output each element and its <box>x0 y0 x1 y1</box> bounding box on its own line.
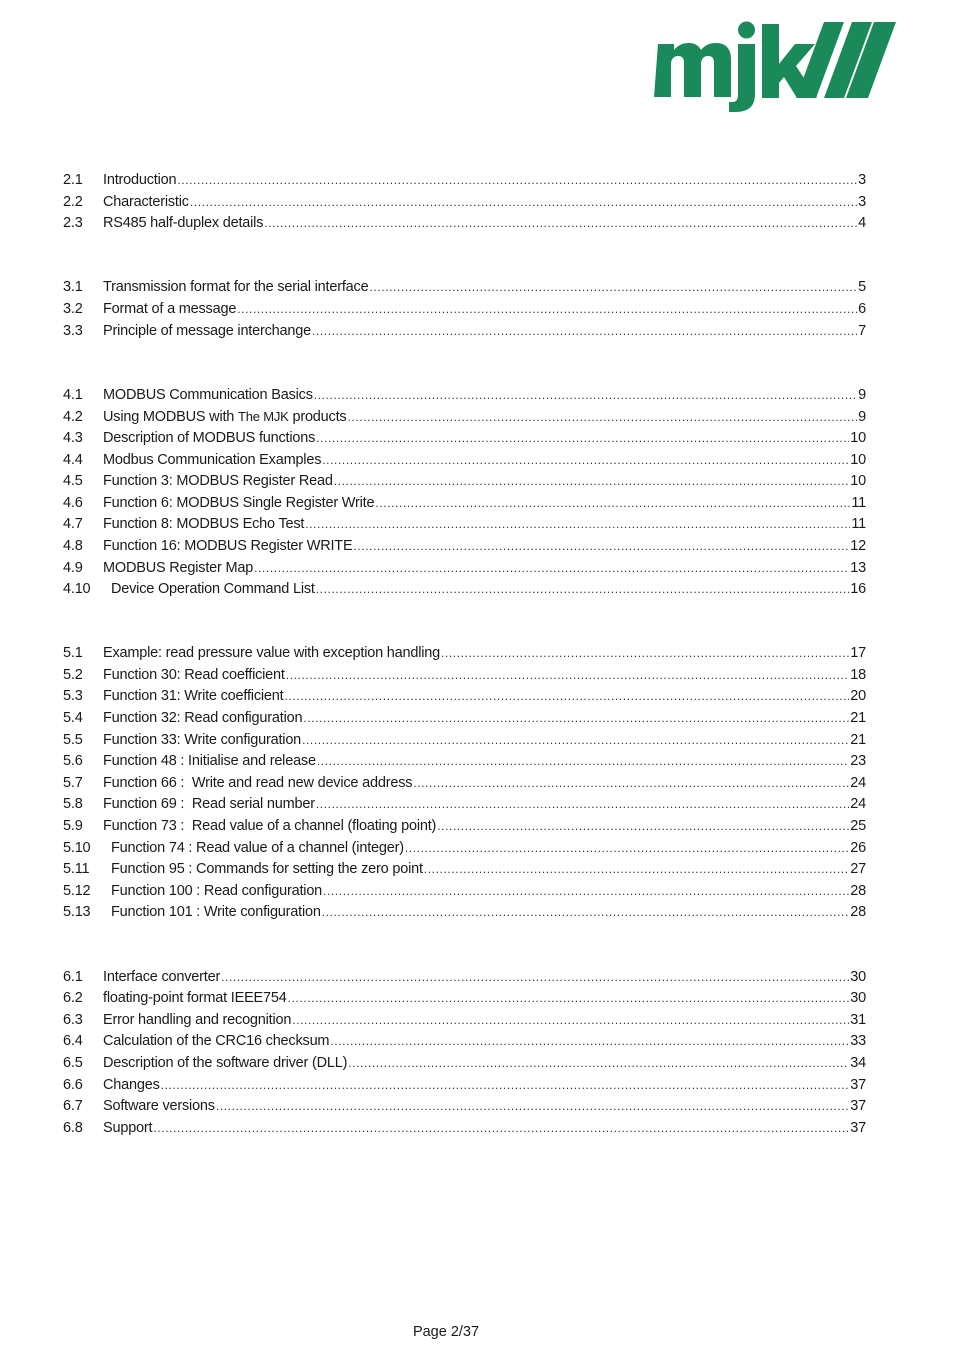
toc-entry-title: MODBUS Communication Basics <box>103 386 313 403</box>
toc-entry-page: 10 <box>850 429 866 446</box>
toc-entry-number: 5.10 <box>63 839 91 856</box>
toc-entry-number: 4.1 <box>63 386 83 403</box>
toc-entry-page: 9 <box>858 386 866 403</box>
toc-entry-page: 37 <box>850 1119 866 1136</box>
toc-entry-title: Function 74 : Read value of a channel (integer) <box>111 839 404 856</box>
toc-entry[interactable] <box>63 299 866 321</box>
toc-entry[interactable] <box>63 730 866 752</box>
toc-entry-page: 28 <box>850 904 866 921</box>
toc-dot-leader <box>286 665 850 687</box>
toc-entry[interactable] <box>63 967 866 989</box>
toc-entry-title: Function 16: MODBUS Register WRITE <box>103 537 353 554</box>
toc-dot-leader <box>161 1075 850 1097</box>
toc-dot-leader <box>405 838 849 860</box>
toc-entry-number: 5.5 <box>63 731 83 748</box>
toc-entry-title-part: products <box>288 409 347 426</box>
toc-entry[interactable] <box>63 579 866 601</box>
toc-entry-number: 4.6 <box>63 494 83 511</box>
toc-entry[interactable] <box>63 321 866 343</box>
toc-entry[interactable] <box>63 1075 866 1097</box>
toc-entry-title: Error handling and recognition <box>103 1011 292 1028</box>
toc-entry[interactable] <box>63 428 866 450</box>
page-number: Page 2/37 <box>412 1324 480 1340</box>
toc-entry[interactable] <box>63 902 866 924</box>
toc-entry[interactable] <box>63 708 866 730</box>
toc-entry-page: 6 <box>858 300 866 317</box>
toc-entry-page: 17 <box>850 645 866 662</box>
toc-entry-page: 21 <box>850 710 866 727</box>
toc-entry-title: Function 31: Write coefficient <box>103 688 284 705</box>
toc-entry-number: 6.6 <box>63 1076 83 1093</box>
toc-entry-number: 3.2 <box>63 300 83 317</box>
toc-entry-title: Description of the software driver (DLL) <box>103 1054 348 1071</box>
toc-dot-leader <box>237 299 857 321</box>
toc-entry[interactable] <box>63 406 866 428</box>
toc-entry-title: Device Operation Command List <box>111 581 315 598</box>
toc-entry-title: MODBUS Register Map <box>103 559 254 576</box>
toc-entry-number: 3.1 <box>63 279 83 296</box>
toc-entry-title: Interface converter <box>103 968 221 985</box>
toc-entry-page: 16 <box>850 581 866 598</box>
toc-entry-number: 6.3 <box>63 1011 83 1028</box>
toc-entry-page: 37 <box>850 1098 866 1115</box>
toc-entry-number: 4.10 <box>63 581 91 598</box>
toc-entry-page: 10 <box>850 451 866 468</box>
table-of-contents <box>63 170 866 1139</box>
toc-dot-leader <box>288 988 850 1010</box>
toc-dot-leader <box>424 859 849 881</box>
toc-entry-page: 25 <box>850 818 866 835</box>
toc-entry-title: Changes <box>103 1076 160 1093</box>
toc-dot-leader <box>348 1053 849 1075</box>
toc-entry[interactable] <box>63 665 866 687</box>
toc-entry-page: 27 <box>850 861 866 878</box>
toc-entry-title: Modbus Communication Examples <box>103 451 322 468</box>
toc-dot-leader <box>323 881 849 903</box>
toc-dot-leader <box>322 450 849 472</box>
toc-entry-title: Transmission format for the serial interface <box>103 279 369 296</box>
toc-dot-leader <box>312 321 857 343</box>
toc-entry-title: floating-point format IEEE754 <box>103 990 287 1007</box>
toc-entry-number: 4.4 <box>63 451 83 468</box>
toc-dot-leader <box>441 643 849 665</box>
toc-dot-leader <box>292 1010 849 1032</box>
toc-entry-page: 10 <box>850 473 866 490</box>
toc-entry[interactable] <box>63 1118 866 1140</box>
toc-entry-title: Function 33: Write configuration <box>103 731 302 748</box>
toc-entry-number: 5.2 <box>63 666 83 683</box>
toc-entry-title: Calculation of the CRC16 checksum <box>103 1033 330 1050</box>
toc-entry-number: 4.5 <box>63 473 83 490</box>
toc-entry-page: 24 <box>850 796 866 813</box>
toc-entry-title: Function 8: MODBUS Echo Test <box>103 516 305 533</box>
toc-entry[interactable] <box>63 471 866 493</box>
toc-entry-page: 11 <box>851 516 866 533</box>
toc-dot-leader <box>284 686 849 708</box>
toc-entry[interactable] <box>63 1031 866 1053</box>
toc-entry[interactable] <box>63 450 866 472</box>
toc-entry-number: 5.9 <box>63 818 83 835</box>
toc-entry[interactable] <box>63 773 866 795</box>
toc-entry-title: Function 3: MODBUS Register Read <box>103 473 333 490</box>
toc-entry-number: 4.3 <box>63 429 83 446</box>
toc-entry-number: 6.2 <box>63 990 83 1007</box>
toc-entry[interactable] <box>63 170 866 192</box>
toc-entry[interactable] <box>63 192 866 214</box>
toc-entry-title: Function 101 : Write configuration <box>111 904 321 921</box>
toc-entry[interactable] <box>63 643 866 665</box>
toc-entry-title-part: Using MODBUS with <box>103 409 238 426</box>
toc-dot-leader <box>302 730 849 752</box>
toc-entry[interactable] <box>63 277 866 299</box>
toc-entry-page: 13 <box>850 559 866 576</box>
toc-entry-title: Description of MODBUS functions <box>103 429 316 446</box>
toc-entry-title: Introduction <box>103 172 177 188</box>
toc-entry-page: 23 <box>850 753 866 770</box>
toc-section <box>63 643 866 924</box>
toc-dot-leader <box>254 558 849 580</box>
toc-entry-number: 6.5 <box>63 1054 83 1071</box>
toc-entry-title: Software versions <box>103 1098 215 1115</box>
toc-dot-leader <box>303 708 849 730</box>
toc-dot-leader <box>353 536 849 558</box>
toc-entry-title: Example: read pressure value with exception handling <box>103 645 440 662</box>
toc-dot-leader <box>264 213 857 235</box>
toc-entry[interactable] <box>63 493 866 515</box>
toc-entry-number: 4.2 <box>63 409 83 426</box>
toc-entry-page: 33 <box>850 1033 866 1050</box>
toc-entry[interactable] <box>63 1096 866 1118</box>
toc-entry-title: Function 73 : Read value of a channel (floating point) <box>103 818 437 835</box>
toc-section <box>63 277 866 342</box>
toc-entry-number: 2.3 <box>63 215 83 232</box>
toc-entry-title: Format of a message <box>103 300 237 317</box>
toc-entry-title: Function 30: Read coefficient <box>103 666 285 683</box>
toc-dot-leader <box>413 773 849 795</box>
toc-section <box>63 170 866 235</box>
toc-entry-number: 5.4 <box>63 710 83 727</box>
toc-entry-number: 6.8 <box>63 1119 83 1136</box>
toc-entry-page: 28 <box>850 882 866 899</box>
toc-entry-number: 5.13 <box>63 904 91 921</box>
toc-entry[interactable] <box>63 213 866 235</box>
toc-dot-leader <box>317 751 849 773</box>
toc-entry-page: 11 <box>851 494 866 511</box>
toc-entry-page: 21 <box>850 731 866 748</box>
toc-dot-leader <box>347 407 857 429</box>
toc-entry-page: 26 <box>850 839 866 856</box>
toc-entry-title: RS485 half-duplex details <box>103 215 264 232</box>
toc-entry-page: 3 <box>858 193 866 210</box>
toc-entry[interactable] <box>63 385 866 407</box>
mjk-logo <box>654 20 898 114</box>
toc-entry-page: 5 <box>858 279 866 296</box>
toc-entry-title: Function 100 : Read configuration <box>111 882 323 899</box>
toc-dot-leader <box>177 170 857 192</box>
toc-entry-title: Function 69 : Read serial number <box>103 796 315 813</box>
toc-entry-number: 5.1 <box>63 645 83 662</box>
toc-dot-leader <box>316 794 849 816</box>
toc-entry[interactable] <box>63 816 866 838</box>
toc-entry-title: Principle of message interchange <box>103 322 311 339</box>
toc-entry[interactable] <box>63 881 866 903</box>
toc-entry-title: Function 48 : Initialise and release <box>103 753 316 770</box>
toc-entry-number: 6.1 <box>63 968 83 985</box>
toc-dot-leader <box>316 428 849 450</box>
toc-entry[interactable] <box>63 514 866 536</box>
toc-entry-number: 2.2 <box>63 193 83 210</box>
toc-dot-leader <box>437 816 849 838</box>
toc-entry-number: 6.4 <box>63 1033 83 1050</box>
toc-entry[interactable] <box>63 838 866 860</box>
toc-entry-page: 34 <box>850 1054 866 1071</box>
toc-entry[interactable] <box>63 988 866 1010</box>
toc-dot-leader <box>314 385 857 407</box>
toc-section <box>63 385 866 601</box>
toc-entry-title: Function 66 : Write and read new device address <box>103 774 413 791</box>
toc-dot-leader <box>316 579 850 601</box>
toc-entry-number: 5.6 <box>63 753 83 770</box>
toc-entry-page: 7 <box>858 322 866 339</box>
toc-entry[interactable] <box>63 558 866 580</box>
toc-entry-number: 4.7 <box>63 516 83 533</box>
toc-entry[interactable] <box>63 1053 866 1075</box>
toc-entry-number: 5.7 <box>63 774 83 791</box>
toc-dot-leader <box>330 1031 849 1053</box>
toc-entry-number: 2.1 <box>63 172 83 188</box>
toc-entry-page: 9 <box>858 409 866 426</box>
toc-entry-page: 24 <box>850 774 866 791</box>
toc-dot-leader <box>153 1118 849 1140</box>
toc-section <box>63 967 866 1140</box>
toc-entry-title-part: The MJK <box>238 409 289 425</box>
toc-entry-page: 30 <box>850 968 866 985</box>
toc-entry-title: Support <box>103 1119 153 1136</box>
toc-entry[interactable] <box>63 751 866 773</box>
toc-entry-page: 30 <box>850 990 866 1007</box>
toc-entry-number: 5.11 <box>63 861 90 878</box>
toc-entry-title: Function 95 : Commands for setting the zero point <box>111 861 423 878</box>
toc-entry-page: 37 <box>850 1076 866 1093</box>
toc-entry[interactable] <box>63 536 866 558</box>
toc-dot-leader <box>190 192 857 214</box>
toc-entry-page: 12 <box>850 537 866 554</box>
toc-entry-page: 4 <box>858 215 866 232</box>
toc-entry-page: 20 <box>850 688 866 705</box>
toc-entry-number: 6.7 <box>63 1098 83 1115</box>
toc-entry[interactable] <box>63 794 866 816</box>
toc-entry-title <box>103 406 346 429</box>
toc-entry-title: Function 6: MODBUS Single Register Write <box>103 494 375 511</box>
toc-entry[interactable] <box>63 686 866 708</box>
toc-dot-leader <box>375 493 850 515</box>
toc-dot-leader <box>216 1096 849 1118</box>
toc-dot-leader <box>305 514 850 536</box>
toc-entry[interactable] <box>63 859 866 881</box>
toc-dot-leader <box>221 967 849 989</box>
toc-entry-number: 5.12 <box>63 882 91 899</box>
toc-entry-page: 18 <box>850 666 866 683</box>
toc-entry-title: Characteristic <box>103 193 189 210</box>
toc-dot-leader <box>369 277 857 299</box>
toc-dot-leader <box>334 471 850 493</box>
toc-entry-page: 31 <box>850 1011 866 1028</box>
toc-entry-number: 4.9 <box>63 559 83 576</box>
toc-entry[interactable] <box>63 1010 866 1032</box>
toc-dot-leader <box>322 902 850 924</box>
toc-entry-page: 3 <box>858 172 866 188</box>
toc-entry-number: 3.3 <box>63 322 83 339</box>
toc-entry-number: 5.8 <box>63 796 83 813</box>
toc-entry-title: Function 32: Read configuration <box>103 710 303 727</box>
toc-entry-number: 5.3 <box>63 688 83 705</box>
toc-entry-number: 4.8 <box>63 537 83 554</box>
